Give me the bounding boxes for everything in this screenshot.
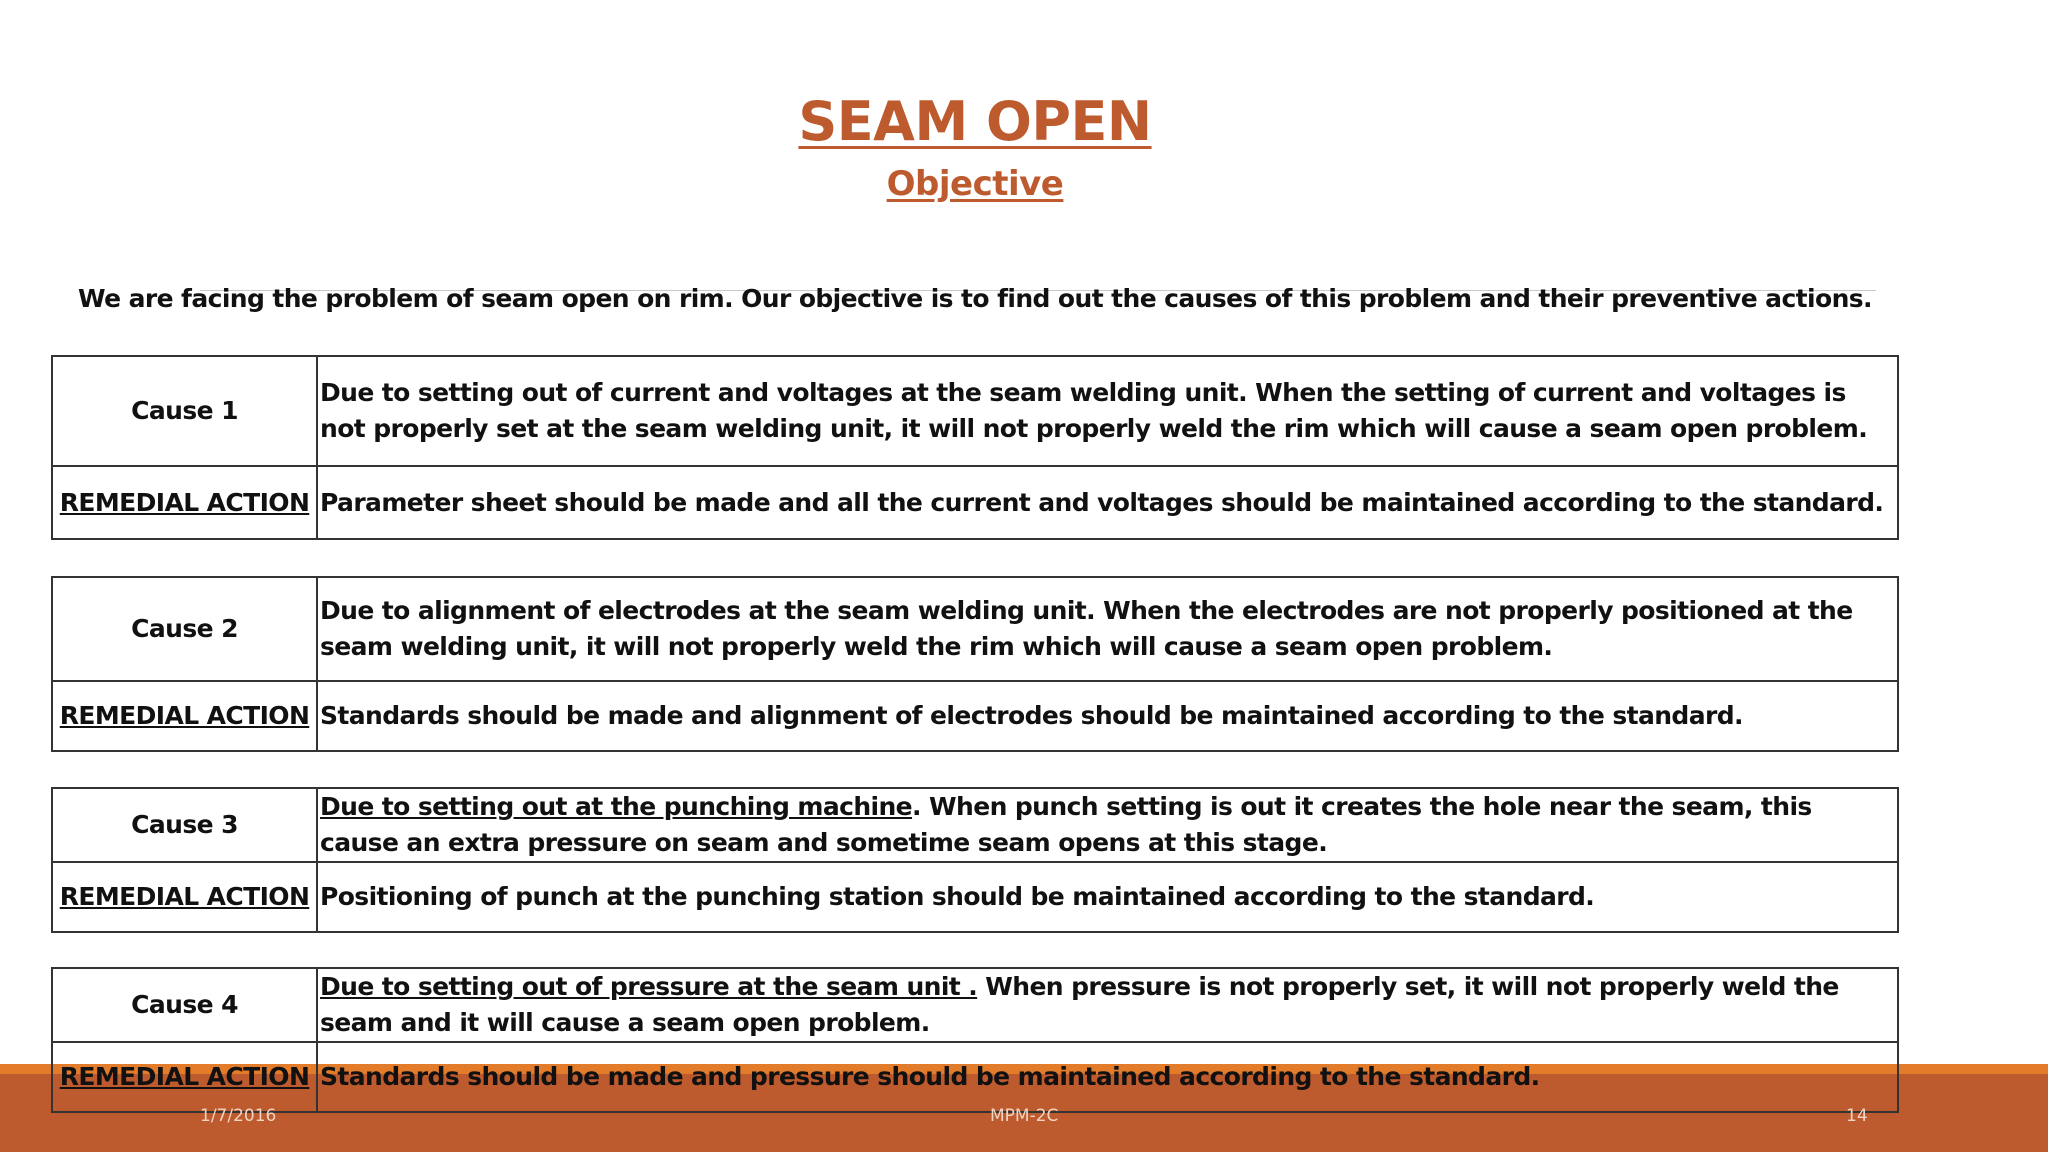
slide-subtitle: Objective	[886, 164, 1064, 204]
cause-label: Cause 2	[52, 577, 317, 681]
cause-description-underlined: Due to setting out of pressure at the seam unit .	[320, 972, 978, 1001]
cause-description	[317, 577, 1898, 681]
objective-text: We are facing the problem of seam open on rim. Our objective is to find out the causes of this problem and their preventive actions.	[78, 284, 1872, 313]
cause-label: Cause 4	[52, 968, 317, 1042]
remedy-text: Parameter sheet should be made and all the current and voltages should be maintained according to the standard.	[317, 466, 1898, 539]
remedy-row	[52, 466, 1898, 539]
slide-title: SEAM OPEN	[798, 90, 1152, 153]
cause-description	[317, 788, 1898, 862]
cause-description-underlined: Due to setting out at the punching machine	[320, 792, 913, 821]
remedial-action-label: REMEDIAL ACTION	[52, 466, 317, 539]
remedial-action-label: REMEDIAL ACTION	[52, 681, 317, 751]
cause-row	[52, 968, 1898, 1042]
footer-center-text: MPM-2C	[990, 1106, 1059, 1126]
remedy-row	[52, 681, 1898, 751]
cause-table-4	[51, 967, 1899, 1113]
cause-label: Cause 3	[52, 788, 317, 862]
remedy-text: Standards should be made and pressure should be maintained according to the standard.	[317, 1042, 1898, 1112]
cause-label: Cause 1	[52, 356, 317, 466]
cause-row	[52, 577, 1898, 681]
cause-row	[52, 356, 1898, 466]
remedial-action-label: REMEDIAL ACTION	[52, 1042, 317, 1112]
footer-date: 1/7/2016	[200, 1106, 277, 1126]
cause-description-text: Due to setting out of current and voltages at the seam welding unit. When the setting of current and voltages is not properly set at the seam welding unit, it will not properly weld the rim which will cause a seam open problem.	[320, 378, 1868, 443]
remedy-row	[52, 1042, 1898, 1112]
cause-table-3	[51, 787, 1899, 933]
remedy-text: Standards should be made and alignment of electrodes should be maintained according to the standard.	[317, 681, 1898, 751]
page-number: 14	[1846, 1106, 1868, 1126]
remedy-text: Positioning of punch at the punching station should be maintained according to the standard.	[317, 862, 1898, 932]
cause-description	[317, 968, 1898, 1042]
cause-description	[317, 356, 1898, 466]
cause-description-text: Due to alignment of electrodes at the seam welding unit. When the electrodes are not properly positioned at the seam welding unit, it will not properly weld the rim which will cause a seam open problem.	[320, 596, 1853, 661]
cause-table-1	[51, 355, 1899, 540]
remedial-action-label: REMEDIAL ACTION	[52, 862, 317, 932]
cause-row	[52, 788, 1898, 862]
cause-table-2	[51, 576, 1899, 752]
cause-description-text: When pressure is not properly set, it will not properly weld the seam and it will cause a seam open problem.	[320, 972, 1839, 1037]
remedy-row	[52, 862, 1898, 932]
cause-description-text: . When punch setting is out it creates the hole near the seam, this cause an extra pressure on seam and sometime seam opens at this stage.	[320, 792, 1812, 857]
